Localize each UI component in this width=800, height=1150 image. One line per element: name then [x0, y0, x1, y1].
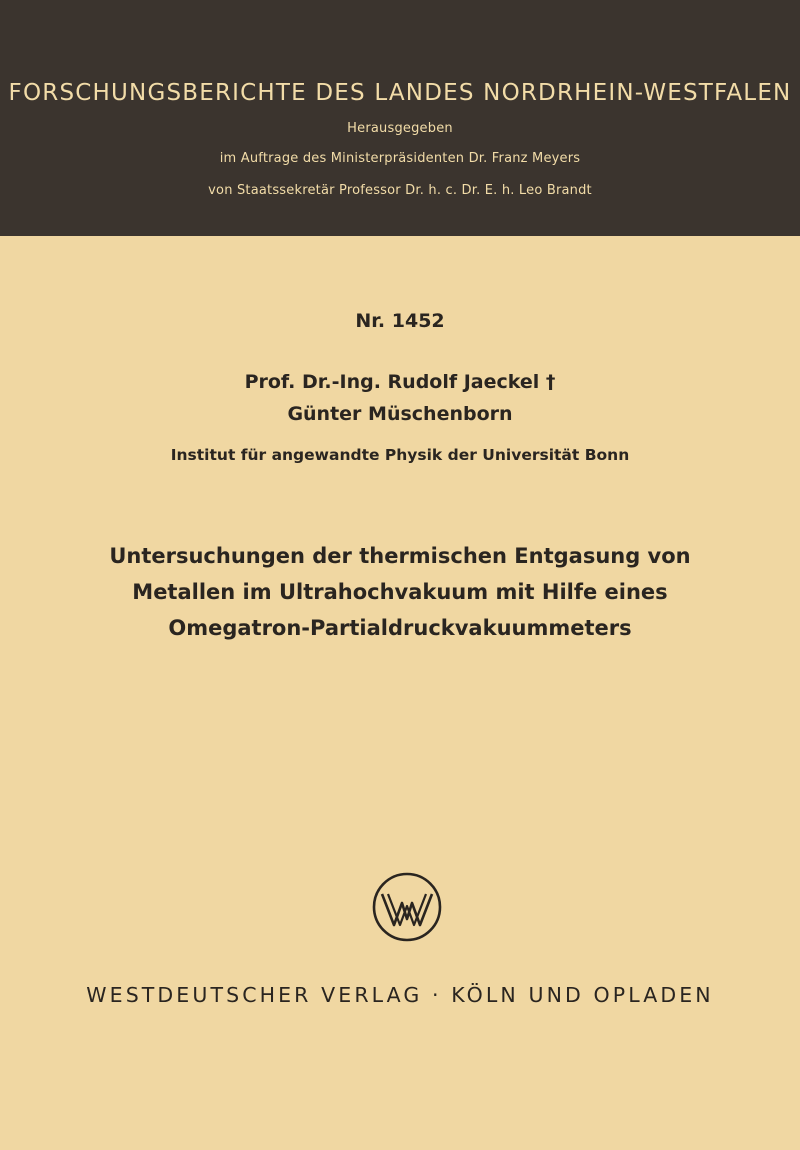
- header-editor-line: Herausgegeben: [347, 121, 453, 136]
- header-secretary-line: von Staatssekretär Professor Dr. h. c. Dr. E. h. Leo Brandt: [208, 183, 592, 198]
- publisher-line: WESTDEUTSCHER VERLAG · KÖLN UND OPLADEN: [86, 983, 714, 1007]
- author-2: Günter Müschenborn: [287, 403, 513, 425]
- author-1: Prof. Dr.-Ing. Rudolf Jaeckel †: [244, 371, 556, 393]
- book-title: [0, 538, 800, 646]
- title-line-1: Untersuchungen der thermischen Entgasung von: [109, 544, 691, 568]
- title-line-2: Metallen im Ultrahochvakuum mit Hilfe eines: [132, 580, 668, 604]
- institute: Institut für angewandte Physik der Universität Bonn: [170, 446, 630, 464]
- header-band: [0, 0, 800, 236]
- westdeutscher-verlag-w-logo-icon: [371, 871, 443, 943]
- report-number: Nr. 1452: [355, 310, 445, 332]
- series-title: FORSCHUNGSBERICHTE DES LANDES NORDRHEIN-WESTFALEN: [8, 80, 792, 106]
- title-line-3: Omegatron-Partialdruckvakuummeters: [168, 616, 632, 640]
- header-commission-line: im Auftrage des Ministerpräsidenten Dr. Franz Meyers: [219, 151, 581, 166]
